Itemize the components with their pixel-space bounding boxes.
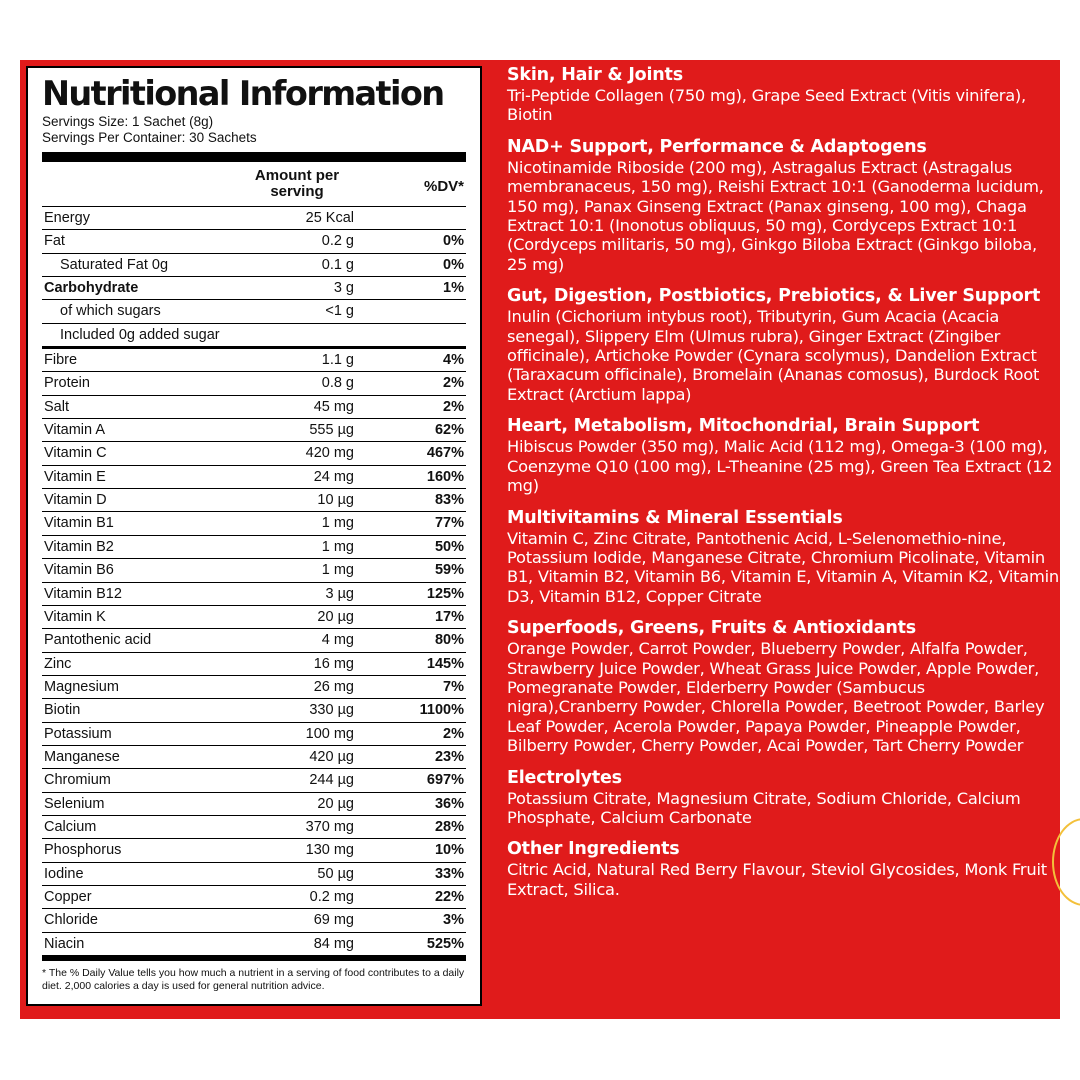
thick-divider xyxy=(42,152,466,162)
nutrient-row xyxy=(42,207,466,230)
nutrient-row xyxy=(42,442,466,465)
nutrient-name: Carbohydrate xyxy=(44,280,139,297)
ingredient-section xyxy=(507,64,1059,125)
section-title: Other Ingredients xyxy=(507,839,680,860)
nutrient-name: Vitamin A xyxy=(44,422,105,439)
nutrient-row xyxy=(42,933,466,955)
nutrient-amount: 84 mg xyxy=(313,935,354,952)
serving-size: Servings Size: 1 Sachet (8g) xyxy=(42,114,214,129)
nutrient-name: Niacin xyxy=(44,935,85,952)
nutrient-row xyxy=(42,536,466,559)
nutrient-row xyxy=(42,606,466,629)
servings-per-container: Servings Per Container: 30 Sachets xyxy=(42,130,257,145)
nutrient-dv: 80% xyxy=(434,632,464,649)
section-title: NAD+ Support, Performance & Adaptogens xyxy=(507,136,927,157)
ingredient-section xyxy=(507,507,1059,607)
nutrient-dv: 10% xyxy=(434,842,464,859)
nutrient-row xyxy=(42,489,466,512)
nutrient-dv: 33% xyxy=(434,865,464,882)
nutrient-name: Fat xyxy=(44,233,65,250)
nutrient-row xyxy=(42,699,466,722)
nutrient-amount: 244 µg xyxy=(309,772,354,789)
nutrient-amount: 420 mg xyxy=(305,445,354,462)
nutrient-row xyxy=(42,793,466,816)
nutrient-row xyxy=(42,230,466,253)
nutrient-row xyxy=(42,300,466,323)
nutrient-amount: 50 µg xyxy=(317,865,354,882)
ingredient-section xyxy=(507,838,1059,899)
nutrient-row xyxy=(42,559,466,582)
nutrient-name: Fibre xyxy=(44,352,78,369)
nutrient-name: Vitamin D xyxy=(44,492,107,509)
nutrient-amount: 420 µg xyxy=(309,748,354,765)
nutrient-name: Copper xyxy=(44,888,92,905)
nutrient-amount: 330 µg xyxy=(309,702,354,719)
nutrient-dv: 0% xyxy=(443,233,464,250)
nutrient-amount: 130 mg xyxy=(305,842,354,859)
nutrient-row xyxy=(42,863,466,886)
nutrient-dv: 4% xyxy=(443,352,464,369)
nutrient-name: Protein xyxy=(44,375,90,392)
nutrient-dv: 23% xyxy=(434,748,464,765)
nutrient-row xyxy=(42,676,466,699)
nutrient-dv: 36% xyxy=(434,795,464,812)
nutrient-amount: 0.2 g xyxy=(321,233,354,250)
nutrient-name: of which sugars xyxy=(60,303,161,320)
section-title: Superfoods, Greens, Fruits & Antioxidants xyxy=(507,618,916,639)
section-body: Hibiscus Powder (350 mg), Malic Acid (112 mg), Omega-3 (100 mg), Coenzyme Q10 (100 mg), L-Theanine (25 mg), Green Tea Extract (12 mg) xyxy=(507,437,1053,496)
nutrient-dv: 3% xyxy=(443,912,464,929)
nutrient-row xyxy=(42,909,466,932)
ingredient-section xyxy=(507,285,1059,404)
nutrient-name: Phosphorus xyxy=(44,842,122,859)
section-title: Electrolytes xyxy=(507,767,622,788)
nutrient-amount: 1 mg xyxy=(321,515,354,532)
section-title: Gut, Digestion, Postbiotics, Prebiotics, & Liver Support xyxy=(507,286,1041,307)
nutrient-row xyxy=(42,512,466,535)
nutrient-amount: 24 mg xyxy=(313,468,354,485)
nutrient-amount: 3 g xyxy=(333,280,354,297)
nutrient-name: Vitamin C xyxy=(44,445,107,462)
nutrient-dv: 62% xyxy=(434,422,464,439)
nutrient-row xyxy=(42,277,466,300)
nutrient-row xyxy=(42,746,466,769)
nutrient-amount: 0.2 mg xyxy=(309,888,354,905)
ingredient-section xyxy=(507,415,1059,495)
nutrient-amount: 16 mg xyxy=(313,655,354,672)
ingredient-section xyxy=(507,136,1059,274)
nutrient-dv: 525% xyxy=(426,935,464,952)
nutrient-amount: 69 mg xyxy=(313,912,354,929)
nutrient-name: Energy xyxy=(44,210,90,226)
daily-value-header: %DV* xyxy=(423,178,464,195)
nutrient-amount: 370 mg xyxy=(305,818,354,835)
ingredient-section xyxy=(507,617,1059,755)
footer-divider xyxy=(42,955,466,961)
nutrient-amount: 4 mg xyxy=(321,632,354,649)
nutrient-name: Chloride xyxy=(44,912,98,929)
nutrient-name: Biotin xyxy=(44,702,81,719)
nutrient-name: Vitamin B2 xyxy=(44,538,114,555)
nutrient-name: Vitamin B6 xyxy=(44,562,114,579)
nutrient-name: Magnesium xyxy=(44,678,119,695)
nutrient-amount: 10 µg xyxy=(317,492,354,509)
nutrient-amount: 1 mg xyxy=(321,562,354,579)
nutrient-dv: 1100% xyxy=(419,702,464,719)
daily-value-footnote: * The % Daily Value tells you how much a nutrient in a serving of food contributes to a daily diet. 2,000 calories a day is used for general nutrition advice. xyxy=(42,967,465,992)
nutrient-amount: 26 mg xyxy=(313,678,354,695)
nutrient-row xyxy=(42,254,466,277)
section-body: Inulin (Cichorium intybus root), Tributyrin, Gum Acacia (Acacia senegal), Slippery Elm (Ulmus rubra), Ginger Extract (Zingiber officinale), Artichoke Powder (Cynara scolymus), Dandelion Extract (Taraxacum officinale), Bromelain (Ananas comosus), Burdock Root Extract (Arctium lappa) xyxy=(507,307,1040,404)
nutrient-amount: 45 mg xyxy=(313,398,354,415)
nutrient-dv: 125% xyxy=(426,585,464,602)
section-body: Vitamin C, Zinc Citrate, Pantothenic Acid, L-Selenomethio-nine, Potassium Iodide, Manganese Citrate, Chromium Picolinate, Vitamin B1, Vitamin B2, Vitamin B6, Vitamin E, Vitamin A, Vitamin K2, Vitamin D3, Vitamin B12, Copper Citrate xyxy=(507,528,1059,606)
section-title: Multivitamins & Mineral Essentials xyxy=(507,507,843,528)
nutrient-amount: 100 mg xyxy=(305,725,354,742)
nutrition-facts-label xyxy=(26,66,482,1006)
nutrient-dv: 2% xyxy=(443,398,464,415)
section-body: Potassium Citrate, Magnesium Citrate, Sodium Chloride, Calcium Phosphate, Calcium Carbonate xyxy=(507,788,1021,827)
nutrient-amount: 0.1 g xyxy=(321,256,354,273)
nutrient-name: Chromium xyxy=(44,772,111,789)
nutrition-title: Nutritional Information xyxy=(42,74,444,113)
nutrient-name: Included 0g added sugar xyxy=(60,326,220,343)
nutrient-row xyxy=(42,583,466,606)
nutrient-amount: 555 µg xyxy=(309,422,354,439)
nutrient-row xyxy=(42,349,466,372)
nutrient-dv: 0% xyxy=(443,256,464,273)
nutrient-dv: 50% xyxy=(434,538,464,555)
section-body: Citric Acid, Natural Red Berry Flavour, Steviol Glycosides, Monk Fruit Extract, Silica. xyxy=(507,860,1047,899)
nutrient-row xyxy=(42,769,466,792)
nutrient-dv: 145% xyxy=(426,655,464,672)
section-title: Heart, Metabolism, Mitochondrial, Brain Support xyxy=(507,416,980,437)
nutrient-name: Saturated Fat 0g xyxy=(60,256,169,273)
nutrient-amount: 20 µg xyxy=(317,608,354,625)
nutrient-amount: 25 Kcal xyxy=(305,210,354,226)
nutrient-dv: 160% xyxy=(426,468,464,485)
nutrient-dv: 28% xyxy=(434,818,464,835)
nutrient-dv: 7% xyxy=(443,678,464,695)
ingredient-section xyxy=(507,767,1059,828)
section-body: Tri-Peptide Collagen (750 mg), Grape Seed Extract (Vitis vinifera), Biotin xyxy=(507,86,1026,125)
nutrient-row xyxy=(42,324,466,349)
nutrient-dv: 467% xyxy=(426,445,464,462)
nutrient-name: Vitamin B12 xyxy=(44,585,122,602)
nutrient-row xyxy=(42,629,466,652)
nutrient-dv: 17% xyxy=(434,608,464,625)
nutrition-header-row xyxy=(42,162,466,207)
nutrient-name: Manganese xyxy=(44,748,120,765)
nutrient-name: Vitamin K xyxy=(44,608,106,625)
nutrient-row xyxy=(42,466,466,489)
nutrient-name: Potassium xyxy=(44,725,112,742)
nutrient-row xyxy=(42,396,466,419)
nutrient-row xyxy=(42,839,466,862)
nutrient-row xyxy=(42,816,466,839)
nutrient-name: Pantothenic acid xyxy=(44,632,152,649)
nutrient-dv: 83% xyxy=(434,492,464,509)
nutrient-row xyxy=(42,723,466,746)
nutrient-dv: 59% xyxy=(434,562,464,579)
nutrient-amount: 1 mg xyxy=(321,538,354,555)
nutrient-name: Salt xyxy=(44,398,69,415)
nutrient-row xyxy=(42,886,466,909)
ingredients-panel xyxy=(507,64,1059,910)
nutrient-name: Iodine xyxy=(44,865,84,882)
nutrient-name: Zinc xyxy=(44,655,72,672)
nutrient-dv: 2% xyxy=(443,375,464,392)
section-body: Nicotinamide Riboside (200 mg), Astragalus Extract (Astragalus membranaceus, 150 mg), Reishi Extract 10:1 (Ganoderma lucidum, 150 mg), Panax Ginseng Extract (Panax ginseng, 100 mg), Chaga Extract 10:1 (Inonotus obliquus, 50 mg), Cordyceps Extract 10:1 (Cordyceps militaris, 50 mg), Ginkgo Biloba Extract (Ginkgo biloba, 25 mg) xyxy=(507,157,1044,274)
nutrient-name: Calcium xyxy=(44,818,97,835)
nutrient-amount: 3 µg xyxy=(325,585,354,602)
nutrient-name: Selenium xyxy=(44,795,105,812)
nutrient-amount: 20 µg xyxy=(317,795,354,812)
nutrient-dv: 2% xyxy=(443,725,464,742)
nutrient-dv: 697% xyxy=(426,772,464,789)
nutrient-name: Vitamin E xyxy=(44,468,106,485)
amount-per-serving-header: Amount per serving xyxy=(254,167,340,200)
nutrient-row xyxy=(42,419,466,442)
nutrient-row xyxy=(42,653,466,676)
section-title: Skin, Hair & Joints xyxy=(507,65,683,85)
nutrient-amount: <1 g xyxy=(325,303,354,320)
nutrient-row xyxy=(42,372,466,395)
nutrient-dv: 77% xyxy=(434,515,464,532)
nutrient-dv: 22% xyxy=(434,888,464,905)
nutrient-amount: 0.8 g xyxy=(321,375,354,392)
nutrient-amount: 1.1 g xyxy=(321,352,354,369)
nutrient-dv: 1% xyxy=(443,280,464,297)
nutrient-name: Vitamin B1 xyxy=(44,515,114,532)
section-body: Orange Powder, Carrot Powder, Blueberry Powder, Alfalfa Powder, Strawberry Juice Powder, Wheat Grass Juice Powder, Apple Powder, Pomegranate Powder, Elderberry Powder (Sambucus nigra),Cranberry Powder, Chlorella Powder, Beetroot Powder, Barley Leaf Powder, Acerola Powder, Papaya Powder, Pineapple Powder, Bilberry Powder, Cherry Powder, Acai Powder, Tart Cherry Powder xyxy=(507,639,1045,756)
